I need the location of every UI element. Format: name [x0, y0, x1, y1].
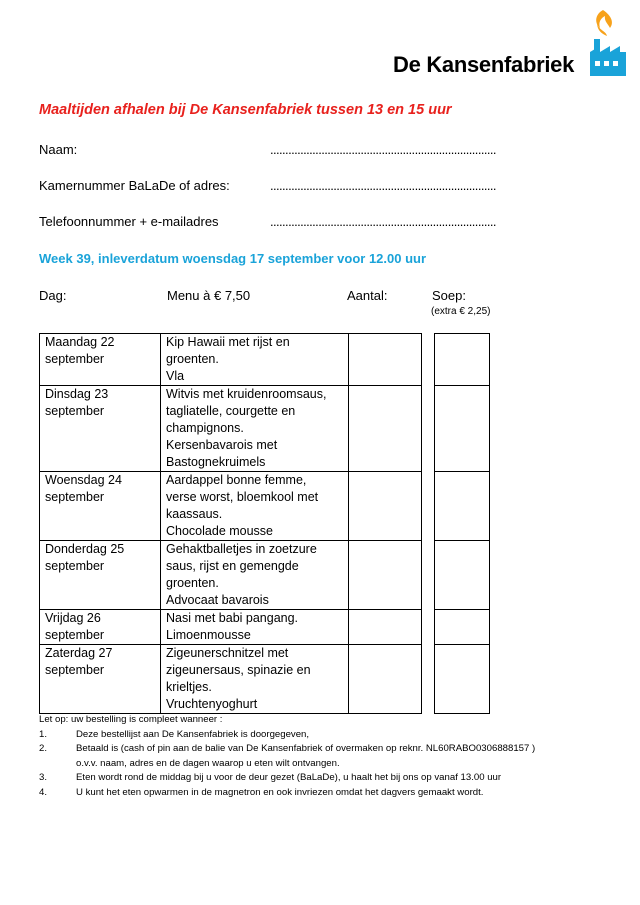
aantal-input[interactable] [349, 645, 422, 714]
table-row [40, 541, 490, 610]
week-deadline: Week 39, inleverdatum woensdag 17 september voor 12.00 uur [39, 251, 427, 266]
list-item: 4. U kunt het eten opwarmen in de magnetron en ook invriezen omdat het dagvers gemaakt wordt. [39, 786, 484, 798]
contact-field[interactable]: ........................................................................... [270, 214, 496, 229]
aantal-input[interactable] [349, 334, 422, 386]
header-soep: Soep: [432, 288, 466, 303]
list-item: 1. Deze bestellijst aan De Kansenfabriek is doorgegeven, [39, 728, 310, 740]
page-title: Maaltijden afhalen bij De Kansenfabriek tussen 13 en 15 uur [39, 102, 452, 118]
menu-table [39, 333, 490, 714]
brand-name: De Kansenfabriek [393, 52, 575, 77]
table-row [40, 386, 490, 472]
list-item: 3. Eten wordt rond de middag bij u voor de deur gezet (BaLaDe), u haalt het bij ons op vanaf 13.00 uur [39, 772, 502, 783]
soep-input[interactable] [435, 386, 490, 472]
address-field[interactable]: ........................................................................... [270, 178, 496, 193]
soep-input[interactable] [435, 610, 490, 645]
soep-input[interactable] [435, 645, 490, 714]
header-soep-extra: (extra € 2,25) [431, 306, 491, 317]
menu-cell: Witvis met kruidenroomsaus, tagliatelle, courgette en champignons. Kersenbavarois met Bastognekruimels [161, 386, 349, 472]
table-row [40, 334, 490, 386]
soep-input[interactable] [435, 334, 490, 386]
header-menu: Menu à € 7,50 [167, 288, 251, 303]
notes-intro: Let op: uw bestelling is compleet wanneer : [39, 714, 223, 725]
menu-cell: Gehaktballetjes in zoetzure saus, rijst en gemengde groenten. Advocaat bavarois [161, 541, 349, 610]
aantal-input[interactable] [349, 610, 422, 645]
header-aantal: Aantal: [347, 288, 388, 303]
day-cell: Woensdag 24 september [40, 472, 161, 541]
menu-cell: Aardappel bonne femme, verse worst, bloemkool met kaassaus. Chocolade mousse [161, 472, 349, 541]
day-cell: Vrijdag 26 september [40, 610, 161, 645]
aantal-input[interactable] [349, 472, 422, 541]
table-row [40, 645, 490, 714]
header-dag: Dag: [39, 288, 67, 303]
day-cell: Zaterdag 27 september [40, 645, 161, 714]
menu-cell: Nasi met babi pangang. Limoenmousse [161, 610, 349, 645]
day-cell: Maandag 22 september [40, 334, 161, 386]
name-field[interactable]: ........................................................................... [270, 142, 496, 157]
address-label: Kamernummer BaLaDe of adres: [39, 178, 230, 193]
aantal-input[interactable] [349, 386, 422, 472]
list-item: 2. Betaald is (cash of pin aan de balie van De Kansenfabriek of overmaken op reknr. NL60RABO0306888157 ) o.v.v. naam, adres en de dagen waarop u eten wilt ontvangen. [39, 743, 536, 769]
table-row [40, 472, 490, 541]
name-label: Naam: [39, 142, 78, 157]
table-row [40, 610, 490, 645]
day-cell: Dinsdag 23 september [40, 386, 161, 472]
soep-input[interactable] [435, 541, 490, 610]
menu-cell: Zigeunerschnitzel met zigeunersaus, spinazie en krieltjes. Vruchtenyoghurt [161, 645, 349, 714]
aantal-input[interactable] [349, 541, 422, 610]
menu-cell: Kip Hawaii met rijst en groenten. Vla [161, 334, 349, 386]
factory-flame-icon [586, 6, 628, 76]
day-cell: Donderdag 25 september [40, 541, 161, 610]
order-notes [39, 713, 535, 800]
soep-input[interactable] [435, 472, 490, 541]
contact-label: Telefoonnummer + e-mailadres [39, 214, 219, 229]
